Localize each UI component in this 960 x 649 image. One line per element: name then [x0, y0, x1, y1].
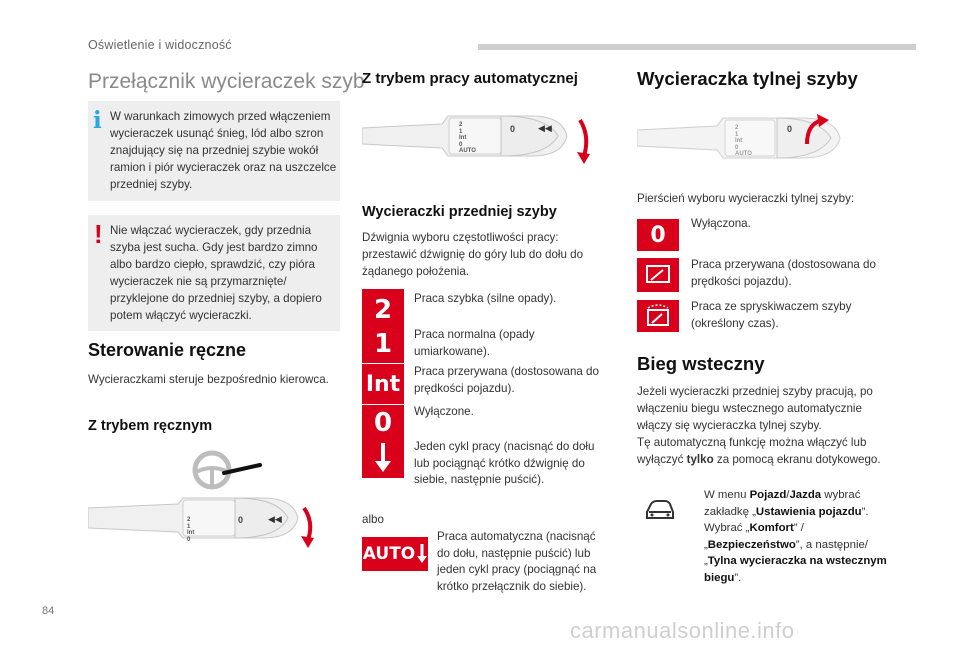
rear-mode-symbol-intermittent — [637, 258, 679, 292]
reverse-gear-text — [637, 383, 897, 468]
mode-text-2: Praca szybka (silne opady). — [414, 292, 557, 305]
warning-note-text: Nie włączać wycieraczek, gdy przednia szyba jest sucha. Gdy jest bardzo zimno albo bardzo ciepło, sprawdzić, czy pióra wycieraczek nie są przymarznięte/ przyklejone do przedniej szyby, a dopiero potem włączyć wycieraczki. — [110, 224, 322, 322]
rear-mode-symbol-0: 0 — [637, 219, 679, 251]
rear-mode-symbol-washer — [637, 300, 679, 332]
rear-wiper-text: Pierścień wyboru wycieraczki tylnej szyby: — [637, 192, 855, 205]
auto-stalk-label-int: Int — [459, 135, 467, 141]
mode-symbol-auto — [362, 537, 428, 571]
watermark: carmanualsonline.info — [570, 618, 795, 643]
auto-mode-heading: Z trybem pracy automatycznej — [362, 70, 578, 87]
car-settings-icon — [643, 498, 677, 527]
auto-fast-forward-icon: ◀◀ — [538, 123, 552, 133]
rear-mode-text-0: Wyłączona. — [691, 217, 751, 230]
mode-text-single-cycle: Jeden cykl pracy (nacisnąć do dołu lub pociągnąć krótko dźwignię do siebie, następnie puścić). — [414, 440, 595, 486]
reverse-gear-heading: Bieg wsteczny — [637, 353, 765, 374]
auto-stalk-ring-0: 0 — [510, 124, 516, 134]
page-number: 84 — [42, 605, 55, 617]
mode-text-1: Praca normalna (opady umiarkowane). — [414, 328, 535, 358]
manual-text: Wycieraczkami steruje bezpośrednio kierowca. — [88, 373, 329, 386]
rear-stalk-ring-0: 0 — [787, 124, 793, 134]
page-title: Przełącznik wycieraczek szyb — [88, 70, 365, 93]
info-note-box — [88, 101, 340, 201]
stalk-label-int: Int — [187, 530, 195, 536]
mode-text-0: Wyłączone. — [414, 405, 474, 418]
front-wipers-heading: Wycieraczki przedniej szyby — [362, 204, 557, 220]
arrow-down-icon — [417, 544, 427, 564]
rear-mode-text-intermittent: Praca przerywana (dostosowana do prędkości pojazdu). — [691, 258, 876, 288]
auto-stalk-label-2: 2 — [459, 122, 463, 128]
mode-text-auto: Praca automatyczna (nacisnąć do dołu, następnie puścić) lub jeden cykl pracy (pociągnąć na krótko przełącznik do siebie). — [437, 530, 597, 593]
front-wipers-text: Dźwignia wyboru częstotliwości pracy: przestawić dźwignię do góry lub do dołu do żądanego położenia. — [362, 231, 584, 278]
warning-icon: ! — [94, 219, 103, 249]
mode-symbol-2: 2 — [362, 289, 404, 331]
auto-stalk-label-1: 1 — [459, 128, 463, 135]
bullet-item-2: Wybrać „Komfort” / „Bezpieczeństwo”, a następnie/ „Tylna wycieraczka na wstecznym biegu”. — [704, 522, 887, 584]
settings-bullets — [690, 487, 895, 586]
stalk-label-1: 1 — [187, 523, 191, 530]
auto-stalk-label-0: 0 — [459, 141, 463, 148]
rear-stalk-label-1: 1 — [735, 131, 739, 138]
stalk-label-2: 2 — [187, 517, 191, 523]
manual-heading: Sterowanie ręczne — [88, 340, 247, 360]
mode-symbol-1: 1 — [362, 325, 404, 363]
rear-wiper-icon — [645, 264, 671, 286]
reverse-gear-text-1: Jeżeli wycieraczki przedniej szyby pracują, po włączeniu biegu wstecznego automatycznie włączy się wycieraczka tylnej szyby. — [637, 385, 873, 432]
steering-wheel-icon — [195, 453, 229, 487]
header-section-title: Oświetlenie i widoczność — [88, 38, 232, 52]
mode-symbol-int: Int — [362, 364, 404, 404]
reverse-gear-text-2: Tę automatyczną funkcję można włączyć lub wyłączyć tylko za pomocą ekranu dotykowego. — [637, 436, 881, 466]
rear-stalk-label-auto: AUTO — [735, 151, 752, 157]
rear-mode-text-washer: Praca ze spryskiwaczem szyby (określony czas). — [691, 300, 852, 330]
bullet-item-1: W menu Pojazd/Jazda wybrać zakładkę „Ustawienia pojazdu”. — [704, 489, 869, 518]
fast-forward-icon: ◀◀ — [268, 514, 282, 524]
manual-mode-heading: Z trybem ręcznym — [88, 418, 213, 434]
mode-text-int: Praca przerywana (dostosowana do prędkości pojazdu). — [414, 365, 599, 395]
rear-wiper-heading: Wycieraczka tylnej szyby — [637, 68, 858, 89]
rear-stalk-label-2: 2 — [735, 125, 739, 131]
albo-text: albo — [362, 513, 384, 526]
rear-stalk-label-0: 0 — [735, 144, 739, 151]
warning-note-box — [88, 215, 340, 331]
auto-stalk-label-auto: AUTO — [459, 148, 476, 154]
header-divider — [478, 44, 916, 50]
stalk-illustration-auto — [362, 100, 602, 172]
stalk-label-0: 0 — [187, 536, 191, 543]
rear-stalk-label-int: Int — [735, 138, 743, 144]
arrow-down-icon — [373, 443, 393, 473]
info-icon: i — [93, 107, 102, 134]
info-note-text: W warunkach zimowych przed włączeniem wycieraczek usunąć śnieg, lód albo szron znajdujący się na przedniej szybie wokół ramion i piór wycieraczek oraz na uszczelce przedniej szyby. — [110, 110, 337, 191]
mode-symbol-0: 0 — [362, 405, 404, 441]
stalk-illustration-manual — [88, 448, 338, 558]
stalk-illustration-rear — [637, 104, 877, 172]
auto-symbol-label: AUTO — [362, 544, 416, 564]
mode-symbol-single-cycle — [362, 438, 404, 478]
stalk-ring-0: 0 — [238, 515, 244, 525]
rear-washer-icon — [644, 304, 672, 328]
